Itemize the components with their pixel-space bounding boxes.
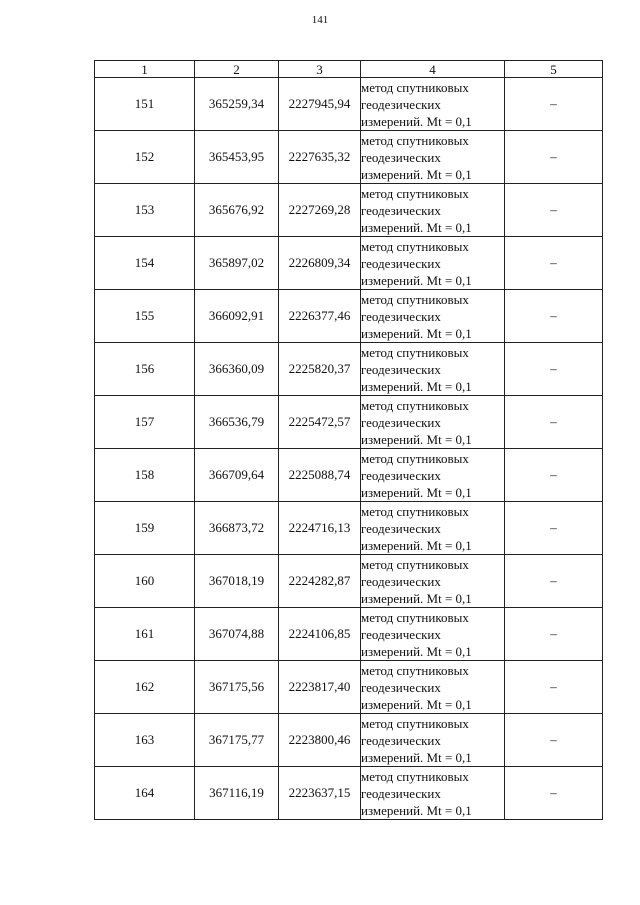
method-line: измерений. Mt = 0,1: [361, 378, 472, 394]
x-coordinate-cell: 365897,02: [195, 237, 279, 290]
method-line: геодезических: [361, 255, 441, 271]
method-line: измерений. Mt = 0,1: [361, 696, 472, 712]
point-number-cell: 152: [95, 131, 195, 184]
y-coordinate-cell: 2225088,74: [279, 449, 361, 502]
method-line: измерений. Mt = 0,1: [361, 219, 472, 235]
table-row: [95, 555, 603, 608]
method-cell: [361, 767, 505, 820]
method-line: геодезических: [361, 149, 441, 165]
y-coordinate-cell: 2224282,87: [279, 555, 361, 608]
table-row: [95, 78, 603, 131]
note-cell: –: [505, 502, 603, 555]
x-coordinate-cell: 366536,79: [195, 396, 279, 449]
point-number-cell: 162: [95, 661, 195, 714]
y-coordinate-cell: 2225472,57: [279, 396, 361, 449]
method-cell: [361, 131, 505, 184]
point-number-cell: 164: [95, 767, 195, 820]
method-line: измерений. Mt = 0,1: [361, 537, 472, 553]
note-cell: –: [505, 184, 603, 237]
table-row: [95, 502, 603, 555]
header-row: [95, 61, 603, 78]
method-line: метод спутниковых: [361, 556, 469, 572]
method-line: геодезических: [361, 308, 441, 324]
method-line: геодезических: [361, 679, 441, 695]
y-coordinate-cell: 2223637,15: [279, 767, 361, 820]
method-line: геодезических: [361, 732, 441, 748]
method-line: геодезических: [361, 414, 441, 430]
table-row: [95, 343, 603, 396]
method-line: метод спутниковых: [361, 768, 469, 784]
table-row: [95, 449, 603, 502]
method-line: геодезических: [361, 467, 441, 483]
method-line: геодезических: [361, 520, 441, 536]
table-row: [95, 714, 603, 767]
method-cell: [361, 396, 505, 449]
note-cell: –: [505, 714, 603, 767]
y-coordinate-cell: 2227269,28: [279, 184, 361, 237]
x-coordinate-cell: 366709,64: [195, 449, 279, 502]
method-line: измерений. Mt = 0,1: [361, 113, 472, 129]
point-number-cell: 151: [95, 78, 195, 131]
method-line: геодезических: [361, 361, 441, 377]
method-line: геодезических: [361, 785, 441, 801]
method-line: измерений. Mt = 0,1: [361, 590, 472, 606]
point-number-cell: 163: [95, 714, 195, 767]
y-coordinate-cell: 2224106,85: [279, 608, 361, 661]
point-number-cell: 159: [95, 502, 195, 555]
point-number-cell: 156: [95, 343, 195, 396]
note-cell: –: [505, 343, 603, 396]
y-coordinate-cell: 2227945,94: [279, 78, 361, 131]
method-line: метод спутниковых: [361, 397, 469, 413]
note-cell: –: [505, 237, 603, 290]
point-number-cell: 161: [95, 608, 195, 661]
method-line: геодезических: [361, 626, 441, 642]
y-coordinate-cell: 2225820,37: [279, 343, 361, 396]
header-col-1: 1: [95, 61, 195, 78]
point-number-cell: 157: [95, 396, 195, 449]
note-cell: –: [505, 767, 603, 820]
y-coordinate-cell: 2226377,46: [279, 290, 361, 343]
method-line: измерений. Mt = 0,1: [361, 802, 472, 818]
method-line: измерений. Mt = 0,1: [361, 272, 472, 288]
method-cell: [361, 661, 505, 714]
y-coordinate-cell: 2223800,46: [279, 714, 361, 767]
x-coordinate-cell: 367175,77: [195, 714, 279, 767]
table-row: [95, 184, 603, 237]
point-number-cell: 155: [95, 290, 195, 343]
note-cell: –: [505, 555, 603, 608]
point-number-cell: 160: [95, 555, 195, 608]
method-cell: [361, 78, 505, 131]
table-row: [95, 290, 603, 343]
note-cell: –: [505, 290, 603, 343]
note-cell: –: [505, 78, 603, 131]
x-coordinate-cell: 365453,95: [195, 131, 279, 184]
note-cell: –: [505, 131, 603, 184]
x-coordinate-cell: 367175,56: [195, 661, 279, 714]
note-cell: –: [505, 608, 603, 661]
table-row: [95, 396, 603, 449]
header-col-5: 5: [505, 61, 603, 78]
point-number-cell: 158: [95, 449, 195, 502]
y-coordinate-cell: 2226809,34: [279, 237, 361, 290]
x-coordinate-cell: 366092,91: [195, 290, 279, 343]
method-cell: [361, 290, 505, 343]
method-cell: [361, 714, 505, 767]
method-line: измерений. Mt = 0,1: [361, 325, 472, 341]
header-col-4: 4: [361, 61, 505, 78]
x-coordinate-cell: 366873,72: [195, 502, 279, 555]
method-line: геодезических: [361, 202, 441, 218]
method-line: метод спутниковых: [361, 79, 469, 95]
page-number: 141: [311, 14, 329, 26]
note-cell: –: [505, 449, 603, 502]
method-line: метод спутниковых: [361, 291, 469, 307]
method-line: геодезических: [361, 96, 441, 112]
x-coordinate-cell: 367074,88: [195, 608, 279, 661]
method-cell: [361, 343, 505, 396]
table-body: [95, 78, 603, 820]
method-cell: [361, 555, 505, 608]
note-cell: –: [505, 396, 603, 449]
method-line: измерений. Mt = 0,1: [361, 166, 472, 182]
method-line: метод спутниковых: [361, 609, 469, 625]
x-coordinate-cell: 365259,34: [195, 78, 279, 131]
x-coordinate-cell: 367018,19: [195, 555, 279, 608]
point-number-cell: 153: [95, 184, 195, 237]
method-line: метод спутниковых: [361, 503, 469, 519]
x-coordinate-cell: 365676,92: [195, 184, 279, 237]
point-number-cell: 154: [95, 237, 195, 290]
y-coordinate-cell: 2227635,32: [279, 131, 361, 184]
table-row: [95, 767, 603, 820]
header-col-2: 2: [195, 61, 279, 78]
method-cell: [361, 184, 505, 237]
table-row: [95, 661, 603, 714]
method-cell: [361, 237, 505, 290]
method-line: метод спутниковых: [361, 238, 469, 254]
note-cell: –: [505, 661, 603, 714]
method-cell: [361, 449, 505, 502]
method-line: геодезических: [361, 573, 441, 589]
method-line: измерений. Mt = 0,1: [361, 484, 472, 500]
method-cell: [361, 502, 505, 555]
table-row: [95, 237, 603, 290]
method-line: метод спутниковых: [361, 662, 469, 678]
x-coordinate-cell: 367116,19: [195, 767, 279, 820]
table-row: [95, 608, 603, 661]
y-coordinate-cell: 2223817,40: [279, 661, 361, 714]
method-line: метод спутниковых: [361, 185, 469, 201]
x-coordinate-cell: 366360,09: [195, 343, 279, 396]
header-col-3: 3: [279, 61, 361, 78]
coordinates-table: [94, 60, 603, 820]
table-row: [95, 131, 603, 184]
method-line: измерений. Mt = 0,1: [361, 749, 472, 765]
method-line: метод спутниковых: [361, 715, 469, 731]
table-header: [95, 61, 603, 78]
y-coordinate-cell: 2224716,13: [279, 502, 361, 555]
method-cell: [361, 608, 505, 661]
method-line: измерений. Mt = 0,1: [361, 431, 472, 447]
method-line: метод спутниковых: [361, 132, 469, 148]
method-line: измерений. Mt = 0,1: [361, 643, 472, 659]
method-line: метод спутниковых: [361, 344, 469, 360]
method-line: метод спутниковых: [361, 450, 469, 466]
